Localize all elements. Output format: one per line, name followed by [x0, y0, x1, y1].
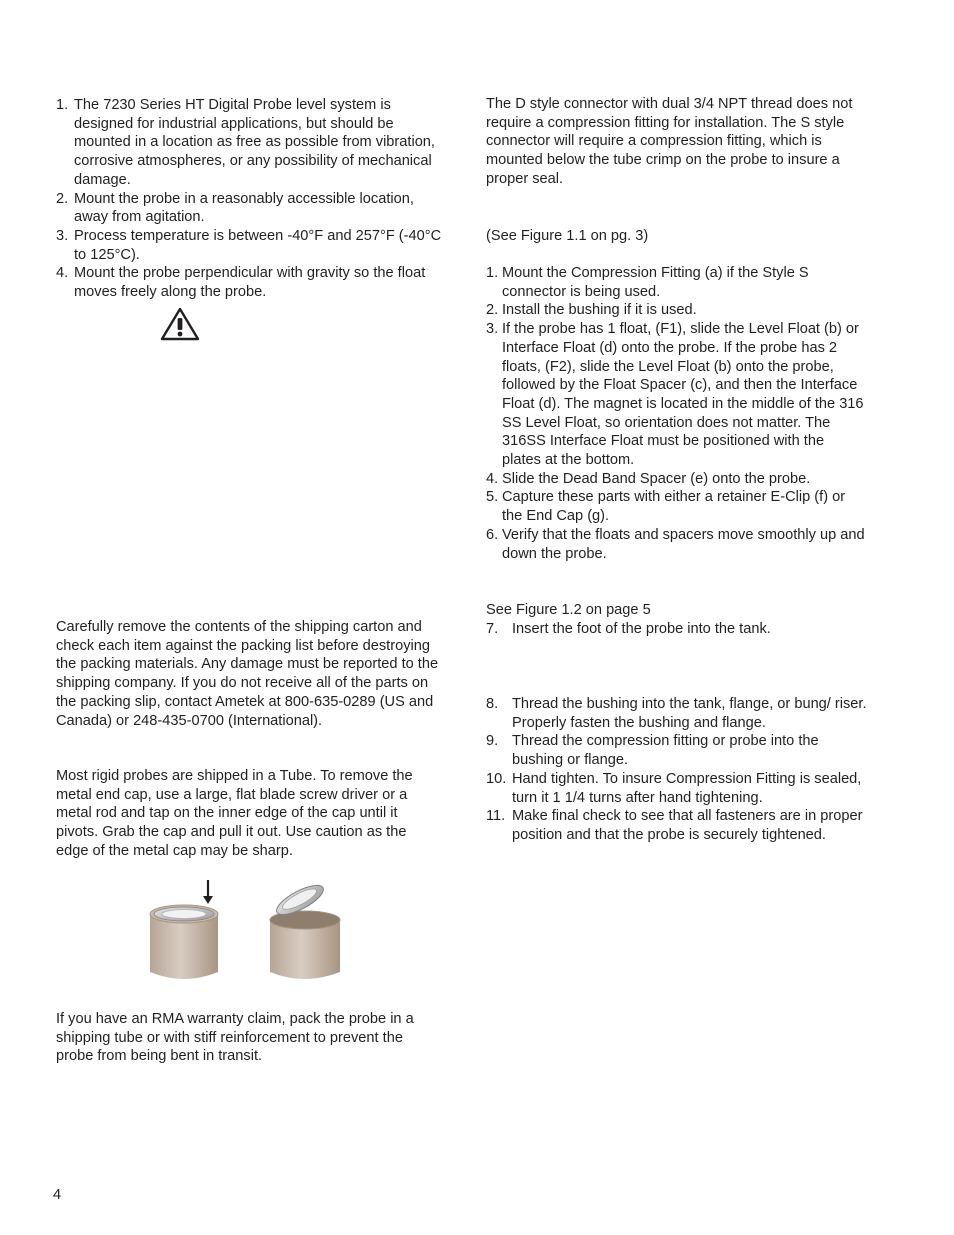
list-item-text: The 7230 Series HT Digital Probe level system is designed for industrial applications, but should be mounted in a location as free as possible from vibration, corrosive atmospheres, or any possibility of mechanical damage.	[74, 97, 435, 188]
connector-paragraph: The D style connector with dual 3/4 NPT thread does not require a compression fitting for installation. The S style connector will require a compression fitting, which is mounted below the tube crimp on the probe to insure a proper seal.	[486, 96, 853, 187]
list-item-text: Mount the probe in a reasonably accessible location, away from agitation.	[74, 190, 414, 226]
rma-paragraph: If you have an RMA warranty claim, pack the probe in a shipping tube or with stiff reinforcement to prevent the probe from being bent in transit.	[56, 1011, 414, 1065]
list-item-text: Verify that the floats and spacers move smoothly up and down the probe.	[502, 526, 865, 562]
list-item-text: Hand tighten. To insure Compression Fitting is sealed, turn it 1 1/4 turns after hand tightening.	[512, 770, 862, 806]
right-column	[486, 95, 876, 843]
list-item-text: Thread the bushing into the tank, flange, or bung/ riser. Properly fasten the bushing and flange.	[512, 696, 867, 731]
list-item-text: If the probe has 1 float, (F1), slide the Level Float (b) or Interface Float (d) onto the probe. If the probe has 2 floats, (F2), slide the Level Float (b) onto the probe, followed by the Float Spacer (c), and then the Interface Float (d). The magnet is located in the middle of the 316 SS Level Float, so orientation does not matter. The 316SS Interface Float must be positioned with the plates at the bottom.	[502, 321, 864, 469]
warning-triangle-icon	[160, 307, 200, 341]
list-item-text: Thread the compression fitting or probe into the bushing or flange.	[512, 733, 819, 769]
see-figure-1-2: See Figure 1.2 on page 5	[486, 602, 651, 618]
list-item: 2. Install the bushing if it is used.	[486, 302, 697, 319]
list-item-text: Process temperature is between -40°F and 257°F (-40°C to 125°C).	[74, 227, 442, 263]
list-item: 7. Insert the foot of the probe into the tank.	[486, 621, 771, 637]
list-item-text: Mount the probe perpendicular with gravity so the float moves freely along the probe.	[74, 265, 426, 301]
list-item: 1. The 7230 Series HT Digital Probe level system is designed for industrial applications, but should be mounted in a location as free as possible from vibration, corrosive atmospheres, or any possibility of mechanical damage.	[56, 97, 435, 188]
insert-step-list	[486, 620, 870, 639]
list-item-text: Mount the Compression Fitting (a) if the Style S connector is being used.	[502, 265, 809, 300]
list-item: 5. Capture these parts with either a retainer E-Clip (f) or the End Cap (g).	[486, 489, 846, 525]
list-item-text: Capture these parts with either a retainer E-Clip (f) or the End Cap (g).	[502, 489, 846, 525]
left-column	[56, 96, 446, 1065]
list-item: 3. Process temperature is between -40°F and 257°F (-40°C to 125°C).	[56, 227, 442, 263]
list-item: 4. Mount the probe perpendicular with gravity so the float moves freely along the probe.	[56, 265, 426, 301]
unpacking-paragraph: Carefully remove the contents of the shipping carton and check each item against the packing list before destroying the packing materials. Any damage must be reported to the shipping company. If you do not receive all of the parts on the packing slip, contact Ametek at 800-635-0289 (US and Canada) or 248-435-0700 (International).	[56, 619, 439, 729]
list-item: 3. If the probe has 1 float, (F1), slide the Level Float (b) or Interface Float (d) onto the probe. If the probe has 2 floats, (F2), slide the Level Float (b) onto the probe, followed by the Float Spacer (c), and then the Interface Float (d). The magnet is located in the middle of the 316 SS Level Float, so orientation does not matter. The 316SS Interface Float must be positioned with the plates at the bottom.	[486, 321, 864, 469]
list-item-text: Install the bushing if it is used.	[502, 302, 697, 319]
see-figure-1-1: (See Figure 1.1 on pg. 3)	[486, 228, 649, 244]
list-item: 8. Thread the bushing into the tank, flange, or bung/ riser. Properly fasten the bushing and flange.	[486, 696, 867, 731]
list-item: 9. Thread the compression fitting or probe into the bushing or flange.	[486, 733, 819, 769]
list-item-text: Make final check to see that all fasteners are in proper position and that the probe is securely tightened.	[512, 808, 863, 843]
tube-end-cap-removal-figure	[148, 876, 348, 984]
assembly-steps-list	[486, 264, 866, 563]
mounting-requirements-list	[56, 96, 446, 302]
list-item: 6. Verify that the floats and spacers move smoothly up and down the probe.	[486, 526, 865, 562]
installation-steps-list	[486, 695, 870, 845]
list-item-text: Slide the Dead Band Spacer (e) onto the probe.	[502, 470, 811, 487]
list-item: 2. Mount the probe in a reasonably accessible location, away from agitation.	[56, 190, 414, 226]
list-item: 10. Hand tighten. To insure Compression Fitting is sealed, turn it 1 1/4 turns after hand tightening.	[486, 770, 862, 806]
page-number: 4	[53, 1187, 62, 1203]
list-item-text: Insert the foot of the probe into the tank.	[512, 621, 771, 637]
list-item: 4. Slide the Dead Band Spacer (e) onto the probe.	[486, 470, 811, 487]
list-item: 11. Make final check to see that all fasteners are in proper position and that the probe is securely tightened.	[486, 808, 863, 843]
tube-removal-paragraph: Most rigid probes are shipped in a Tube. To remove the metal end cap, use a large, flat blade screw driver or a metal rod and tap on the inner edge of the cap until it pivots. Grab the cap and pull it out. Use caution as the edge of the metal cap may be sharp.	[56, 768, 413, 859]
list-item: 1. Mount the Compression Fitting (a) if the Style S connector is being used.	[486, 265, 809, 300]
